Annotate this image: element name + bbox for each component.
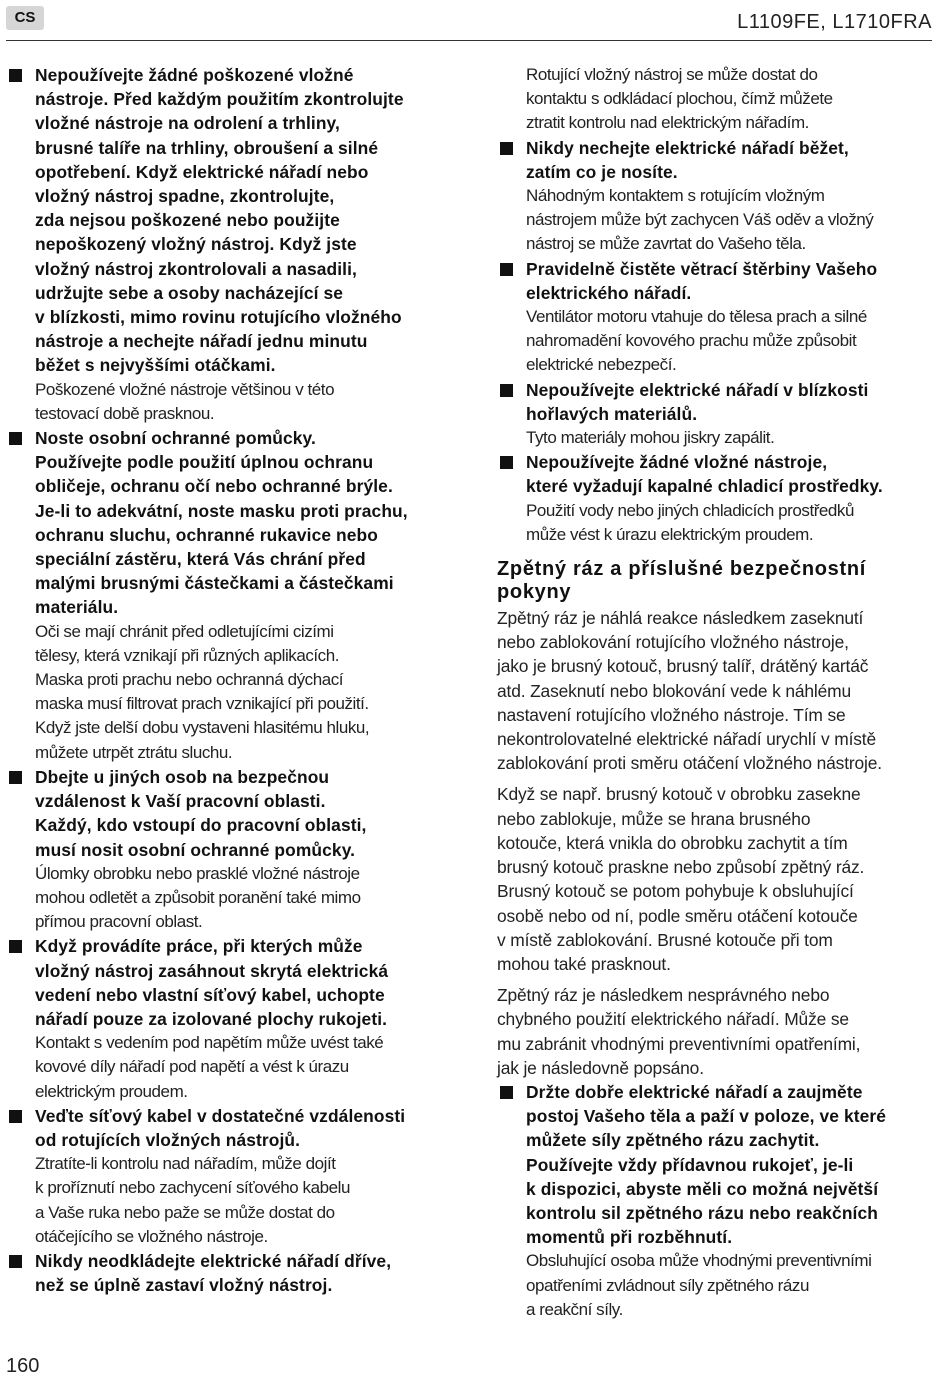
- paragraph-line: Zpětný ráz je následkem nesprávného nebo: [497, 985, 830, 1006]
- explanation-line: ztratit kontrolu nad elektrickým nářadím.: [526, 113, 809, 133]
- instruction-line: speciální zástěru, která Vás chrání před: [35, 549, 366, 570]
- instruction-line: hořlavých materiálů.: [526, 403, 698, 424]
- explanation-line: Kontakt s vedením pod napětím může uvést také: [35, 1033, 384, 1053]
- paragraph-line: nekontrolovatelné elektrické nářadí urychlí v místě: [497, 729, 876, 750]
- explanation-line: přímou pracovní oblast.: [35, 912, 203, 932]
- instruction-line: Dbejte u jiných osob na bezpečnou: [35, 766, 330, 787]
- paragraph-line: chybného použití elektrického nářadí. Může se: [497, 1009, 849, 1030]
- instruction-line: vedení nebo vlastní síťový kabel, uchopte: [35, 984, 385, 1005]
- explanation-line: kontaktu s odkládací plochou, čímž můžete: [526, 89, 833, 109]
- instruction-line: Používejte podle použití úplnou ochranu: [35, 452, 374, 473]
- safety-item: [497, 378, 937, 451]
- instruction-line: Nepoužívejte žádné vložné nástroje,: [526, 452, 828, 473]
- square-bullet-icon: [500, 1086, 513, 1099]
- paragraph-line: nebo zablokuje, může se hrana brusného: [497, 808, 811, 829]
- section-body: [497, 606, 937, 1080]
- square-bullet-icon: [9, 771, 22, 784]
- instruction-line: vzdálenost k Vaší pracovní oblasti.: [35, 791, 326, 812]
- explanation-line: elektrické nebezpečí.: [526, 355, 677, 375]
- explanation-line: maska musí filtrovat prach vznikající při použití.: [35, 694, 369, 714]
- square-bullet-icon: [9, 1255, 22, 1268]
- instruction-line: Je-li to adekvátní, noste masku proti prachu,: [35, 500, 408, 521]
- instruction-line: vložné nástroje na odrolení a trhliny,: [35, 113, 340, 134]
- instruction-line: zatím co je nosíte.: [526, 161, 678, 182]
- instruction-line: postoj Vašeho těla a paží v poloze, ve které: [526, 1106, 887, 1127]
- instruction-line: elektrického nářadí.: [526, 282, 692, 303]
- explanation-line: tělesy, která vznikají při různých aplikacích.: [35, 645, 340, 665]
- square-bullet-icon: [9, 432, 22, 445]
- instruction-line: kontrolu sil zpětného rázu nebo reakčních: [526, 1202, 878, 1223]
- instruction-line: Nepoužívejte elektrické nářadí v blízkosti: [526, 379, 869, 400]
- explanation-line: kovové díly nářadí pod napětí a vést k úrazu: [35, 1057, 349, 1077]
- instruction-line: Veďte síťový kabel v dostatečné vzdálenosti: [35, 1105, 406, 1126]
- explanation-line: nástroj se může zavrtat do Vašeho těla.: [526, 234, 806, 254]
- instruction-line: Držte dobře elektrické nářadí a zaujměte: [526, 1081, 863, 1102]
- paragraph-line: atd. Zaseknutí nebo blokování vede k náhlému: [497, 680, 852, 701]
- paragraph-line: nebo zablokování rotujícího vložného nástroje,: [497, 632, 849, 653]
- instruction-line: v blízkosti, mimo rovinu rotujícího vložného: [35, 307, 402, 328]
- safety-item: [6, 63, 442, 426]
- instruction-line: materiálu.: [35, 597, 119, 618]
- safety-list: [497, 136, 937, 547]
- paragraph-line: osobě nebo od ní, podle směru otáčení kotouče: [497, 905, 858, 926]
- instruction-line: udržujte sebe a osoby nacházející se: [35, 282, 344, 303]
- instruction-line: musí nosit osobní ochranné pomůcky.: [35, 839, 356, 860]
- explanation-line: Náhodným kontaktem s rotujícím vložným: [526, 186, 825, 206]
- safety-item: [6, 426, 442, 765]
- safety-list-kickback: [497, 1080, 937, 1322]
- safety-item: [497, 450, 937, 547]
- instruction-line: vložný nástroj zasáhnout skrytá elektrická: [35, 960, 389, 981]
- instruction-line: opotřebení. Když elektrické nářadí nebo: [35, 161, 369, 182]
- instruction-line: nástroje a nechejte nářadí jednu minutu: [35, 331, 368, 352]
- paragraph-line: v místě zablokování. Brusné kotouče při tom: [497, 929, 833, 950]
- paragraph-line: mohou také prasknout.: [497, 953, 671, 974]
- instruction-line: vložný nástroj spadne, zkontrolujte,: [35, 186, 335, 207]
- safety-item: [6, 765, 442, 934]
- explanation-line: Poškozené vložné nástroje většinou v této: [35, 379, 335, 399]
- paragraph-line: mu zabránit vhodnými preventivními opatřeními,: [497, 1033, 861, 1054]
- continuation-text: [497, 63, 937, 136]
- explanation-line: Obsluhující osoba může vhodnými preventivními: [526, 1251, 872, 1271]
- instruction-line: nástroje. Před každým použitím zkontrolujte: [35, 89, 404, 110]
- square-bullet-icon: [500, 456, 513, 469]
- square-bullet-icon: [9, 69, 22, 82]
- explanation-line: Použití vody nebo jiných chladicích prostředků: [526, 500, 854, 520]
- explanation-line: můžete utrpět ztrátu sluchu.: [35, 742, 233, 762]
- safety-item: [497, 257, 937, 378]
- instruction-line: Používejte vždy přídavnou rukojeť, je-li: [526, 1154, 854, 1175]
- explanation-line: otáčejícího se vložného nástroje.: [35, 1226, 268, 1246]
- instruction-line: Nikdy nechejte elektrické nářadí běžet,: [526, 137, 849, 158]
- section-heading: [497, 558, 937, 604]
- explanation-line: nahromadění kovového prachu může způsobit: [526, 331, 857, 351]
- explanation-line: Oči se mají chránit před odletujícími cizími: [35, 621, 334, 641]
- safety-item: [6, 934, 442, 1103]
- instruction-line: obličeje, ochranu očí nebo ochranné brýle.: [35, 476, 393, 497]
- explanation-line: a reakční síly.: [526, 1299, 623, 1319]
- heading-line: Zpětný ráz a příslušné bezpečnostní: [497, 558, 867, 581]
- instruction-line: zda nejsou poškozené nebo použijte: [35, 210, 340, 231]
- instruction-line: nářadí pouze za izolované plochy rukojeti.: [35, 1008, 388, 1029]
- instruction-line: Pravidelně čistěte větrací štěrbiny Vašeho: [526, 258, 878, 279]
- instruction-line: Když provádíte práce, při kterých může: [35, 936, 363, 957]
- paragraph-line: kotouče, která vnikla do obrobku zachytit a tím: [497, 832, 848, 853]
- instruction-line: Nepoužívejte žádné poškozené vložné: [35, 65, 354, 85]
- instruction-line: vložný nástroj zkontrolovali a nasadili,: [35, 258, 357, 279]
- square-bullet-icon: [9, 1110, 22, 1123]
- right-column: [497, 63, 937, 1322]
- explanation-line: k proříznutí nebo zachycení síťového kabelu: [35, 1178, 350, 1198]
- paragraph-line: jako je brusný kotouč, brusný talíř, drátěný kartáč: [497, 656, 869, 677]
- paragraph: [497, 983, 937, 1080]
- explanation-line: Tyto materiály mohou jiskry zapálit.: [526, 428, 775, 448]
- safety-item: [6, 1249, 442, 1297]
- instruction-line: malými brusnými částečkami a částečkami: [35, 573, 394, 594]
- explanation-line: a Vaše ruka nebo paže se může dostat do: [35, 1202, 335, 1222]
- explanation-line: Rotující vložný nástroj se může dostat do: [526, 65, 818, 84]
- explanation-line: mohou odletět a způsobit poranění také mimo: [35, 887, 361, 907]
- explanation-line: nástrojem může být zachycen Váš oděv a vložný: [526, 210, 874, 230]
- instruction-line: k dispozici, abyste měli co možná největší: [526, 1178, 879, 1199]
- model-number: L1109FE, L1710FRA: [737, 11, 932, 33]
- explanation-line: Úlomky obrobku nebo prasklé vložné nástroje: [35, 863, 360, 883]
- safety-item: [497, 136, 937, 257]
- paragraph-line: brusný kotouč praskne nebo způsobí zpětný ráz.: [497, 857, 865, 878]
- paragraph-line: zablokování proti směru otáčení vložného nástroje.: [497, 753, 882, 774]
- explanation-line: elektrickým proudem.: [35, 1081, 188, 1101]
- safety-item: [6, 1104, 442, 1249]
- explanation-line: testovací době prasknou.: [35, 403, 215, 423]
- explanation-line: opatřeními zvládnout síly zpětného rázu: [526, 1275, 809, 1295]
- paragraph-line: Zpětný ráz je náhlá reakce následkem zaseknutí: [497, 608, 864, 629]
- paragraph-line: Když se např. brusný kotouč v obrobku zasekne: [497, 784, 861, 805]
- heading-line: pokyny: [497, 581, 572, 604]
- instruction-line: můžete síly zpětného rázu zachytit.: [526, 1130, 820, 1151]
- instruction-line: ochranu sluchu, ochranné rukavice nebo: [35, 524, 379, 545]
- explanation-line: Ventilátor motoru vtahuje do tělesa prach a silné: [526, 307, 867, 327]
- paragraph-line: nastavení rotujícího vložného nástroje. Tím se: [497, 704, 846, 725]
- explanation-line: Maska proti prachu nebo ochranná dýchací: [35, 670, 344, 690]
- language-badge: CS: [6, 6, 44, 30]
- instruction-line: od rotujících vložných nástrojů.: [35, 1129, 301, 1150]
- header-divider: [6, 40, 932, 41]
- page-number: 160: [6, 1355, 40, 1377]
- instruction-line: Nikdy neodkládejte elektrické nářadí dříve,: [35, 1250, 392, 1271]
- paragraph: [497, 606, 937, 775]
- paragraph: [497, 782, 937, 976]
- explanation-line: Když jste delší dobu vystaveni hlasitému hluku,: [35, 718, 370, 738]
- square-bullet-icon: [500, 263, 513, 276]
- square-bullet-icon: [500, 384, 513, 397]
- safety-item: [497, 1080, 937, 1322]
- instruction-line: než se úplně zastaví vložný nástroj.: [35, 1275, 333, 1296]
- paragraph-line: jak je následovně popsáno.: [497, 1057, 704, 1078]
- instruction-line: momentů při rozběhnutí.: [526, 1227, 733, 1248]
- square-bullet-icon: [9, 940, 22, 953]
- square-bullet-icon: [500, 142, 513, 155]
- instruction-line: Noste osobní ochranné pomůcky.: [35, 428, 316, 449]
- explanation-line: může vést k úrazu elektrickým proudem.: [526, 524, 814, 544]
- instruction-line: běžet s nejvyššími otáčkami.: [35, 355, 276, 376]
- paragraph-line: Brusný kotouč se potom pohybuje k obsluhující: [497, 881, 854, 902]
- left-column: [6, 63, 442, 1297]
- instruction-line: nepoškozený vložný nástroj. Když jste: [35, 234, 357, 255]
- instruction-line: Každý, kdo vstoupí do pracovní oblasti,: [35, 815, 367, 836]
- instruction-line: brusné talíře na trhliny, obroušení a silné: [35, 137, 379, 158]
- explanation-line: Ztratíte-li kontrolu nad nářadím, může dojít: [35, 1154, 336, 1174]
- instruction-line: které vyžadují kapalné chladicí prostředky.: [526, 476, 883, 497]
